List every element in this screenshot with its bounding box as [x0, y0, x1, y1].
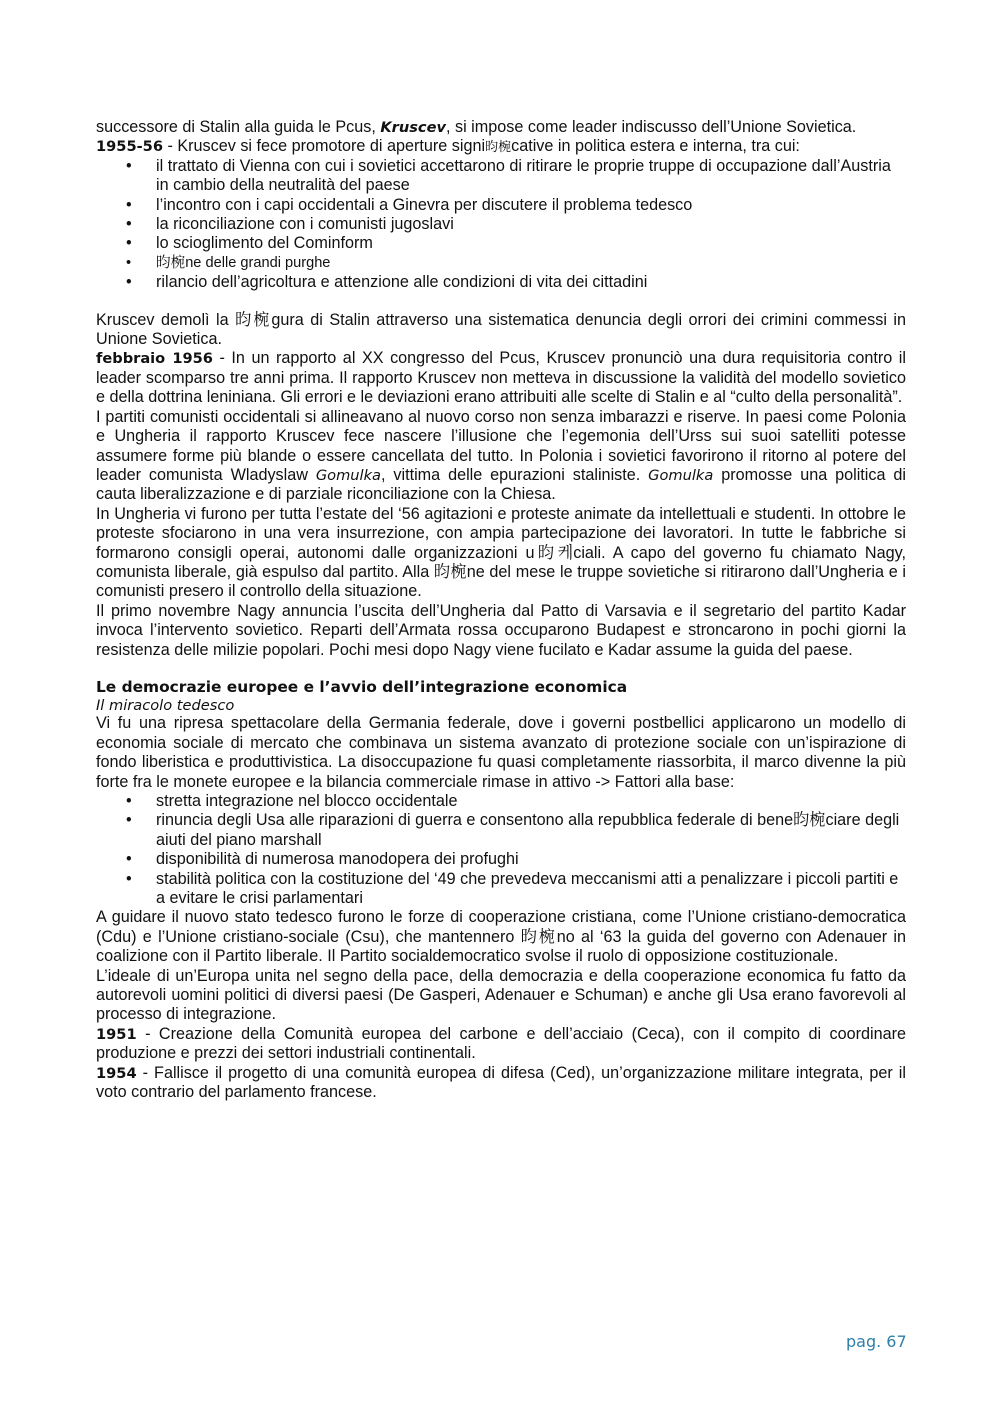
date-label: 1954: [96, 1064, 137, 1082]
text-run: successore di Stalin alla guida le Pcus,: [96, 118, 381, 136]
text-run: - Kruscev si fece promotore di aperture signi: [162, 137, 486, 156]
paragraph-1954: [96, 1064, 906, 1103]
text-run: - In un rapporto al XX congresso del Pcus, Kruscev pronunciò una dura requisitoria contro il leader scomparso tre anni prima. Il rapporto Kruscev non metteva in discussione la validità del modello sovietico e della dottrina leniniana. Gli errori e le deviazioni erano attribuiti alle scelte di Stalin e al “culto della personalità”.: [96, 349, 906, 407]
list-item: • lo scioglimento del Cominform: [96, 234, 906, 253]
text-run: , vittima delle epurazioni staliniste.: [381, 465, 649, 484]
date-label: 1951: [96, 1025, 137, 1043]
list-item: • stretta integrazione nel blocco occidentale: [96, 792, 906, 811]
paragraph-nagy: Il primo novembre Nagy annuncia l’uscita dell’Ungheria dal Patto di Varsavia e il segretario del partito Kadar invoca l’intervento sovietico. Reparti dell’Armata rossa occuparono Budapest e stroncarono in pochi giorni la resistenza delle milizie popolari. Pochi mesi dopo Nagy viene fucilato e Kadar assume la guida del paese.: [96, 601, 906, 659]
paragraph-cdu: A guidare il nuovo stato tedesco furono le forze di cooperazione cristiana, come l’Unione cristiano-democratica (Cdu) e l’Unione cristiano-sociale (Csu), che mantennero 昀椀no al ‘63 la guida del governo con Adenauer in coalizione con il Partito liberale. Il Partito socialdemocratico svolse il ruolo di opposizione costituzionale.: [96, 908, 906, 966]
text-run: - Fallisce il progetto di una comunità europea di difesa (Ced), un’organizzazione militare integrata, per il voto contrario del parlamento francese.: [96, 1063, 906, 1102]
section-heading: Le democrazie europee e l’avvio dell’integrazione economica: [96, 677, 628, 696]
paragraph-kruscev-successor: [96, 118, 906, 137]
bullet-list-openings: [96, 157, 906, 293]
name-gomulka: Gomulka: [648, 466, 714, 484]
text-run: cative in politica estera e interna, tra cui:: [511, 137, 800, 156]
paragraph-polonia: [96, 408, 906, 505]
document-page: [96, 118, 906, 1103]
text-run: , si impose come leader indiscusso dell’Unione Sovietica.: [446, 118, 857, 136]
name-gomulka: Gomulka: [315, 466, 381, 484]
text-run: I partiti comunisti occidentali si allineavano al nuovo corso non senza imbarazzi e riserve. In paesi come Polonia e Ungheria il rapporto Kruscev fece nascere l’illusione che l’egemonia dell’Urss sui suoi satelliti potesse assumere forme più blande o essere cancellata del tutto. In Polonia i sovietici favorirono il ritorno al potere del leader comunista Wladyslaw: [96, 407, 906, 484]
paragraph-denuncia: Kruscev demolì la 昀椀gura di Stalin attraverso una sistematica denuncia degli orrori dei crimini commessi in Unione Sovietica.: [96, 310, 906, 349]
paragraph-1951: [96, 1025, 906, 1064]
spacer: [96, 660, 906, 678]
list-item: • rilancio dell’agricoltura e attenzione alle condizioni di vita dei cittadini: [96, 273, 906, 292]
text-run: promosse una politica di cauta liberalizzazione e di parziale riconciliazione con la Chiesa.: [96, 465, 906, 504]
list-item: • l’incontro con i capi occidentali a Ginevra per discutere il problema tedesco: [96, 196, 906, 215]
name-kruscev: Kruscev: [380, 119, 446, 136]
date-label: febbraio 1956: [96, 350, 213, 368]
spacer: [96, 293, 906, 311]
list-item: • la riconciliazione con i comunisti jugoslavi: [96, 215, 906, 234]
list-item: • il trattato di Vienna con cui i sovietici accettarono di ritirare le proprie truppe di occupazione dall’Austria in cambio della neutralità del paese: [96, 157, 906, 196]
ligature-glyph: 昀椀: [485, 139, 512, 155]
date-label: 1955-56: [96, 138, 163, 156]
list-item: • rinuncia degli Usa alle riparazioni di guerra e consentono alla repubblica federale di bene昀椀ciare degli aiuti del piano marshall: [96, 811, 906, 850]
section-subheading: Il miracolo tedesco: [96, 697, 235, 715]
page-number: pag. 67: [846, 1332, 907, 1351]
bullet-list-factors: [96, 792, 906, 908]
list-item: • disponibilità di numerosa manodopera dei profughi: [96, 850, 906, 869]
paragraph-febbraio-1956: [96, 349, 906, 407]
list-item: • 昀椀ne delle grandi purghe: [96, 254, 906, 273]
paragraph-europa-unita: L’ideale di un’Europa unita nel segno della pace, della democrazia e della cooperazione economica fu fatto da autorevoli uomini politici di diversi paesi (De Gasperi, Adenauer e Schuman) e anche gli Usa erano favorevoli al processo di integrazione.: [96, 966, 906, 1024]
paragraph-ungheria: In Ungheria vi furono per tutta l’estate del ‘56 agitazioni e proteste animate da intellettuali e studenti. In ottobre le proteste sfociarono in una vera insurrezione, con ampia partecipazione dei lavoratori. In tutte le fabbriche si formarono consigli operai, autonomi dalle organizzazioni u昀케ciali. A capo del governo fu chiamato Nagy, comunista liberale, già espulso dal partito. Alla 昀椀ne del mese le truppe sovietiche si ritirarono dall’Ungheria e i comunisti presero il controllo della situazione.: [96, 504, 906, 601]
paragraph-germania: Vi fu una ripresa spettacolare della Germania federale, dove i governi postbellici applicarono un modello di economia sociale di mercato che combinava un sistema avanzato di protezione sociale con un’ispirazione di fondo liberistica e produttivistica. La disoccupazione fu quasi completamente riassorbita, il marco divenne la più forte fra le monete europee e la bilancia commerciale rimase in attivo -> Fattori alla base:: [96, 714, 906, 791]
paragraph-1955-56: [96, 137, 906, 156]
text-run: - Creazione della Comunità europea del carbone e dell’acciaio (Ceca), con il compito di coordinare produzione e prezzi dei settori industriali continentali.: [96, 1024, 906, 1063]
list-item: • stabilità politica con la costituzione del ‘49 che prevedeva meccanismi atti a penalizzare i piccoli partiti e a evitare le crisi parlamentari: [96, 870, 906, 909]
